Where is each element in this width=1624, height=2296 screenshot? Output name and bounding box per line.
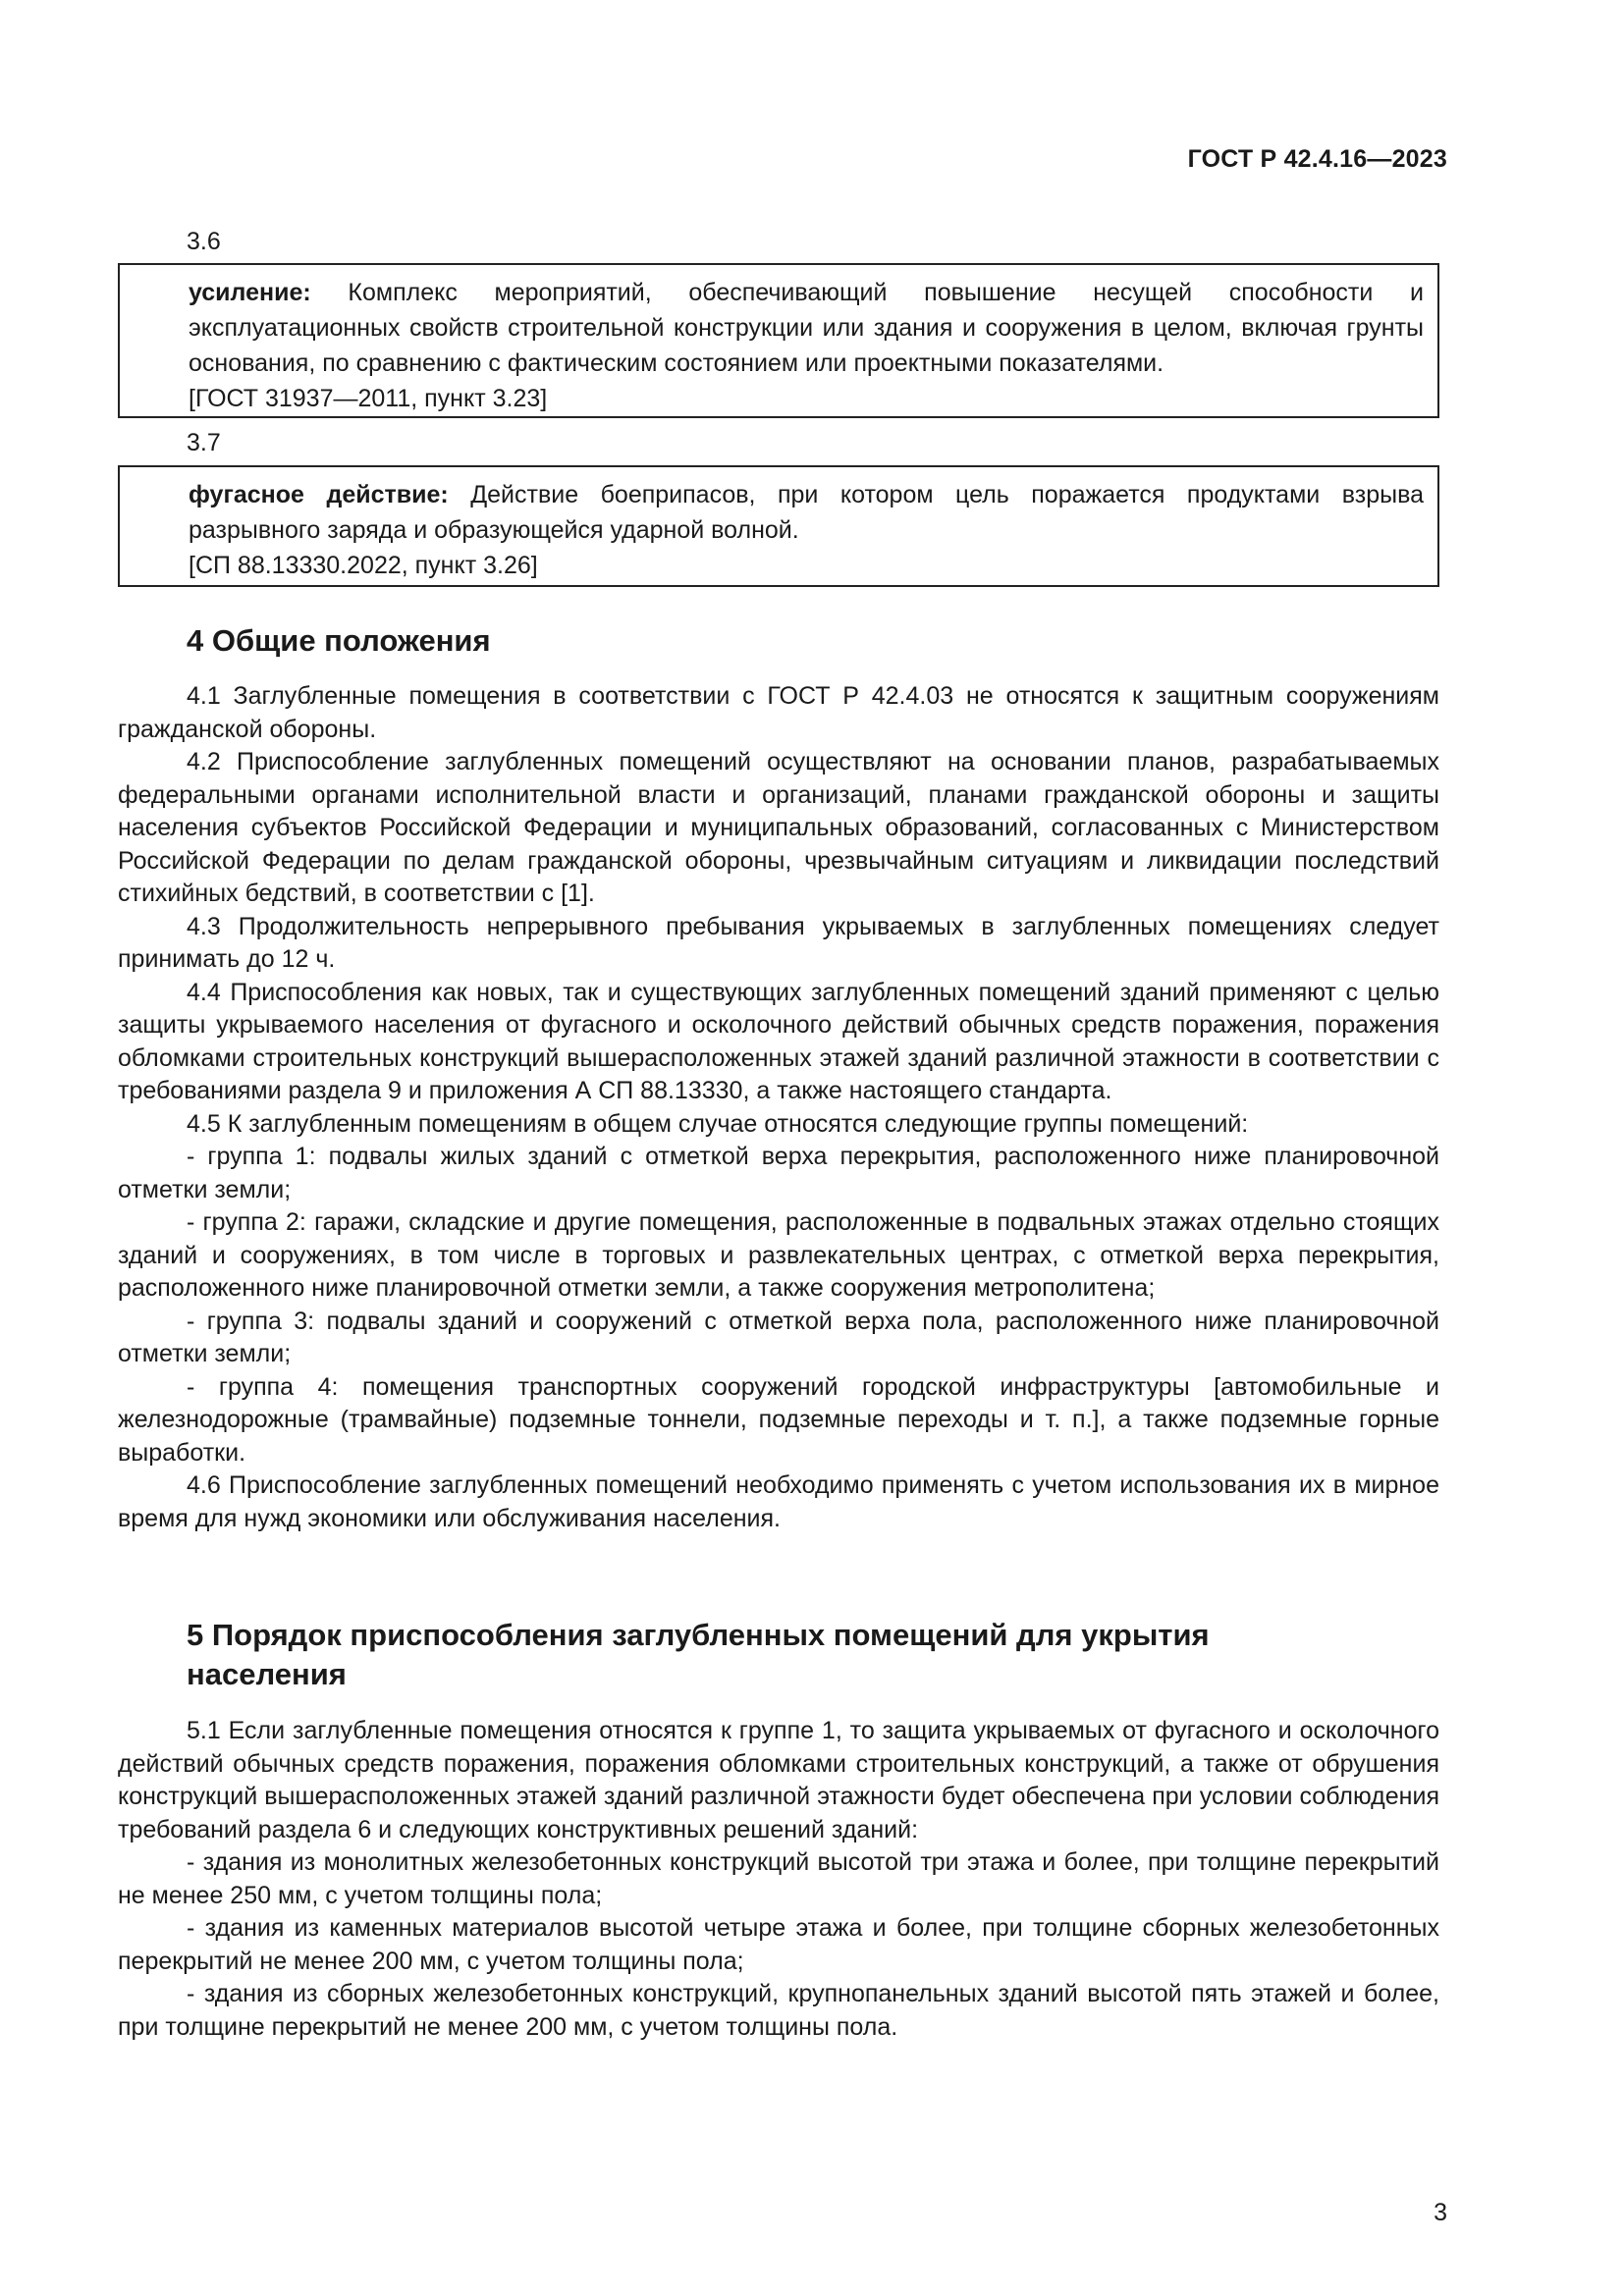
paragraph: 4.2 Приспособление заглубленных помещений осуществляют на основании планов, разрабатываемых федеральными органами исполнительной власти и организаций, планами гражданской обороны и защиты населения субъектов Российской Федерации и муниципальных образований, согласованных с Министерством Российской Федерации по делам гражданской обороны, чрезвычайным ситуациям и ликвидации последствий стихийных бедствий, в соответствии с [1]. bbox=[118, 748, 1439, 907]
term-number: 3.6 bbox=[187, 228, 221, 255]
paragraph: 4.5 К заглубленным помещениям в общем случае относятся следующие группы помещений: bbox=[187, 1109, 1249, 1138]
paragraph: 4.1 Заглубленные помещения в соответствии с ГОСТ Р 42.4.03 не относятся к защитным сооружениям гражданской обороны. bbox=[118, 682, 1439, 743]
section-heading: 4 Общие положения bbox=[187, 623, 491, 658]
term-name: фугасное действие: bbox=[189, 481, 449, 508]
term-definition-box bbox=[118, 465, 1439, 587]
paragraph: 4.4 Приспособления как новых, так и существующих заглубленных помещений зданий применяют с целью защиты укрываемого населения от фугасного и осколочного действий обычных средств поражения, поражения обломками строительных конструкций вышерасположенных этажей зданий различной этажности в соответствии с требованиями раздела 9 и приложения А СП 88.13330, а также настоящего стандарта. bbox=[118, 978, 1439, 1104]
term-source: [СП 88.13330.2022, пункт 3.26] bbox=[189, 552, 538, 579]
list-item: - группа 1: подвалы жилых зданий с отметкой верха перекрытия, расположенного ниже планировочной отметки земли; bbox=[118, 1143, 1439, 1203]
term-definition-box bbox=[118, 263, 1439, 418]
page-number: 3 bbox=[1434, 2199, 1447, 2226]
paragraph: 5.1 Если заглубленные помещения относятся к группе 1, то защита укрываемых от фугасного и осколочного действий обычных средств поражения, поражения обломками строительных конструкций, а также от обрушения конструкций вышерасположенных этажей зданий различной этажности будет обеспечена при условии соблюдения требований раздела 6 и следующих конструктивных решений зданий: bbox=[118, 1717, 1439, 1843]
section-body bbox=[118, 680, 1439, 1535]
term-definition bbox=[189, 477, 1424, 548]
term-definition bbox=[189, 275, 1424, 381]
term-source: [ГОСТ 31937—2011, пункт 3.23] bbox=[189, 385, 548, 412]
term-text: Действие боеприпасов, при котором цель поражается продуктами взрыва разрывного заряда и образующейся ударной волной. bbox=[189, 481, 1424, 544]
list-item: - группа 4: помещения транспортных сооружений городской инфраструктуры [автомобильные и железнодорожные (трамвайные) подземные тоннели, подземные переходы и т. п.], а также подземные горные выработки. bbox=[118, 1372, 1439, 1467]
list-item: - группа 2: гаражи, складские и другие помещения, расположенные в подвальных этажах отдельно стоящих зданий и сооружениях, в том числе в торговых и развлекательных центрах, с отметкой верха перекрытия, расположенного ниже планировочной отметки земли, а также сооружения метрополитена; bbox=[118, 1208, 1439, 1302]
list-item: - группа 3: подвалы зданий и сооружений с отметкой верха пола, расположенного ниже планировочной отметки земли; bbox=[118, 1307, 1439, 1367]
term-name: усиление: bbox=[189, 279, 311, 306]
list-item: - здания из каменных материалов высотой четыре этажа и более, при толщине сборных железобетонных перекрытий не менее 200 мм, с учетом толщины пола; bbox=[118, 1914, 1439, 1975]
section-body bbox=[118, 1715, 1439, 2044]
paragraph: 4.6 Приспособление заглубленных помещений необходимо применять с учетом использования их в мирное время для нужд экономики или обслуживания населения. bbox=[118, 1471, 1439, 1532]
list-item: - здания из сборных железобетонных конструкций, крупнопанельных зданий высотой пять этажей и более, при толщине перекрытий не менее 200 мм, с учетом толщины пола. bbox=[118, 1980, 1439, 2041]
section-heading: 5 Порядок приспособления заглубленных помещений для укрытия населения bbox=[187, 1618, 1210, 1691]
term-text: Комплекс мероприятий, обеспечивающий повышение несущей способности и эксплуатационных свойств строительной конструкции или здания и сооружения в целом, включая грунты основания, по сравнению с фактическим состоянием или проектными показателями. bbox=[189, 279, 1424, 377]
paragraph: 4.3 Продолжительность непрерывного пребывания укрываемых в заглубленных помещениях следует принимать до 12 ч. bbox=[118, 912, 1439, 973]
term-number: 3.7 bbox=[187, 429, 221, 456]
list-item: - здания из монолитных железобетонных конструкций высотой три этажа и более, при толщине перекрытий не менее 250 мм, с учетом толщины пола; bbox=[118, 1848, 1439, 1909]
document-code: ГОСТ Р 42.4.16—2023 bbox=[1187, 145, 1447, 173]
